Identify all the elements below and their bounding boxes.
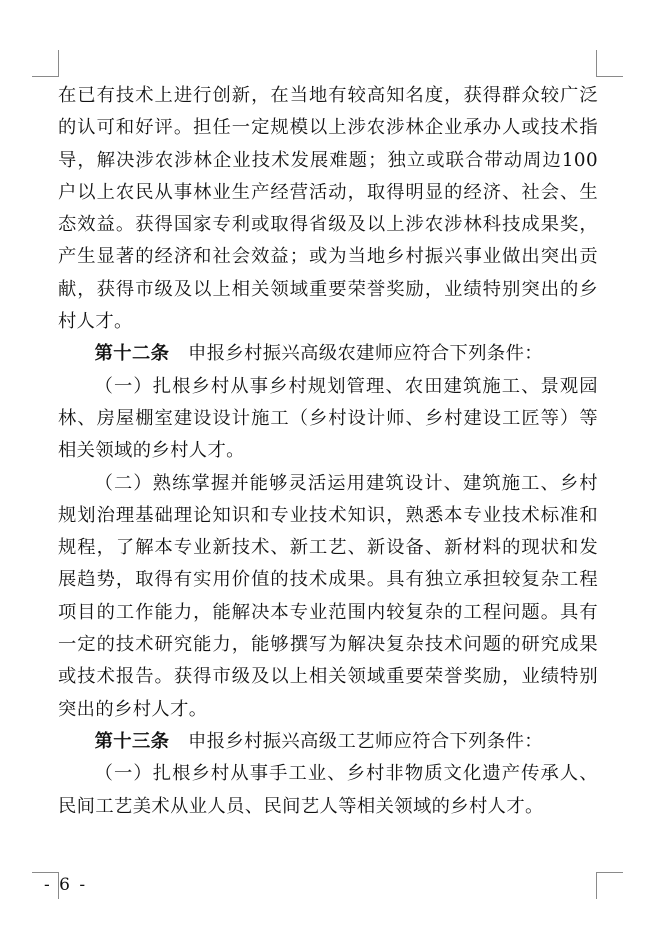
corner-mark-bottom-right	[596, 872, 623, 899]
paragraph-text: （一）扎根乡村从事手工业、乡村非物质文化遗产传承人、民间工艺美术从业人员、民间艺人等相关领域的乡村人才。	[58, 763, 598, 817]
document-body	[58, 80, 598, 823]
article-12-item-1	[58, 371, 598, 468]
corner-mark-top-right	[596, 50, 623, 77]
article-gap	[169, 731, 188, 752]
article-number: 第十三条	[94, 730, 170, 752]
paragraph-text: 在已有技术上进行创新，在当地有较高知名度，获得群众较广泛的认可和好评。担任一定规模以上涉农涉林企业承办人或技术指导，解决涉农涉林企业技术发展难题；独立或联合带动周边100户以上农民从事林业生产经营活动，取得明显的经济、社会、生态效益。获得国家专利或取得省级及以上涉农涉林科技成果奖，产生显著的经济和社会效益；或为当地乡村振兴事业做出突出贡献，获得市级及以上相关领域重要荣誉奖励，业绩特别突出的乡村人才。	[58, 85, 598, 333]
corner-mark-top-left	[32, 50, 59, 77]
paragraph-continuation	[58, 80, 598, 338]
page-number: - 6 -	[44, 875, 88, 895]
paragraph-text: （一）扎根乡村从事乡村规划管理、农田建筑施工、景观园林、房屋棚室建设设计施工（乡村设计师、乡村建设工匠等）等相关领域的乡村人才。	[58, 375, 598, 462]
article-12-heading	[58, 338, 598, 370]
article-number: 第十二条	[94, 343, 170, 365]
paragraph-text: （二）熟练掌握并能够灵活运用建筑设计、建筑施工、乡村规划治理基础理论知识和专业技术知识，熟悉本专业技术标准和规程，了解本专业新技术、新工艺、新设备、新材料的现状和发展趋势，取得有实用价值的技术成果。具有独立承担较复杂工程项目的工作能力，能解决本专业范围内较复杂的工程问题。具有一定的技术研究能力，能够撰写为解决复杂技术问题的研究成果或技术报告。获得市级及以上相关领域重要荣誉奖励，业绩特别突出的乡村人才。	[58, 472, 598, 720]
article-gap	[169, 343, 188, 364]
article-13-item-1	[58, 758, 598, 823]
paragraph-text: 申报乡村振兴高级工艺师应符合下列条件：	[188, 730, 543, 752]
article-12-item-2	[58, 468, 598, 726]
paragraph-text: 申报乡村振兴高级农建师应符合下列条件：	[188, 343, 543, 365]
article-13-heading	[58, 726, 598, 758]
